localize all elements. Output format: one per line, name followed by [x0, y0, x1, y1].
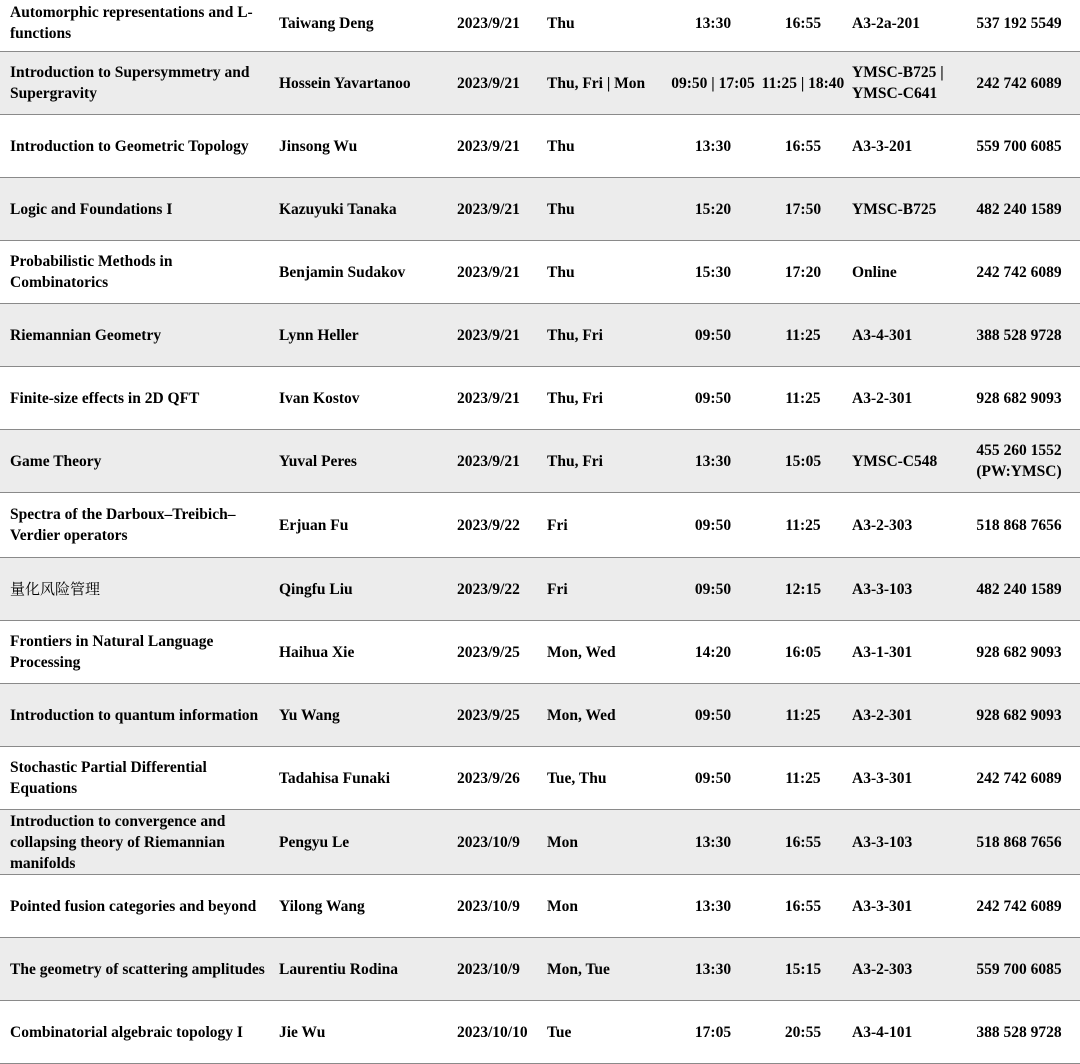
zoom-meeting-id: 242 742 6089: [958, 875, 1080, 938]
room: A3-4-301: [848, 304, 958, 367]
instructor-name: Kazuyuki Tanaka: [275, 178, 455, 241]
meeting-days: Thu, Fri: [543, 430, 668, 493]
start-time: 09:50: [668, 558, 758, 621]
start-date: 2023/9/21: [455, 430, 543, 493]
start-date: 2023/9/22: [455, 558, 543, 621]
end-time: 16:55: [758, 0, 848, 52]
start-date: 2023/9/21: [455, 115, 543, 178]
end-time: 20:55: [758, 1001, 848, 1064]
zoom-meeting-id: 242 742 6089: [958, 747, 1080, 810]
instructor-name: Yuval Peres: [275, 430, 455, 493]
zoom-meeting-id: 518 868 7656: [958, 493, 1080, 558]
room: A3-1-301: [848, 621, 958, 684]
end-time: 15:05: [758, 430, 848, 493]
zoom-meeting-id: 928 682 9093: [958, 367, 1080, 430]
course-title: The geometry of scattering amplitudes: [0, 938, 275, 1001]
start-date: 2023/10/10: [455, 1001, 543, 1064]
course-title: 量化风险管理: [0, 558, 275, 621]
room: A3-2-301: [848, 684, 958, 747]
end-time: 11:25: [758, 684, 848, 747]
room: A3-2a-201: [848, 0, 958, 52]
instructor-name: Tadahisa Funaki: [275, 747, 455, 810]
table-row: [0, 367, 1080, 430]
instructor-name: Laurentiu Rodina: [275, 938, 455, 1001]
instructor-name: Yu Wang: [275, 684, 455, 747]
end-time: 17:50: [758, 178, 848, 241]
course-title: Logic and Foundations I: [0, 178, 275, 241]
room: YMSC-C548: [848, 430, 958, 493]
meeting-days: Mon: [543, 875, 668, 938]
meeting-days: Thu, Fri | Mon: [543, 52, 668, 115]
instructor-name: Jinsong Wu: [275, 115, 455, 178]
end-time: 12:15: [758, 558, 848, 621]
table-row: [0, 493, 1080, 558]
table-row: [0, 747, 1080, 810]
start-time: 09:50: [668, 304, 758, 367]
start-time: 09:50: [668, 684, 758, 747]
start-date: 2023/9/21: [455, 178, 543, 241]
zoom-meeting-id: 455 260 1552 (PW:YMSC): [958, 430, 1080, 493]
start-date: 2023/9/21: [455, 241, 543, 304]
course-title: Introduction to convergence and collapsing theory of Riemannian manifolds: [0, 810, 275, 875]
table-row: [0, 430, 1080, 493]
start-date: 2023/9/21: [455, 367, 543, 430]
course-title: Introduction to quantum information: [0, 684, 275, 747]
instructor-name: Qingfu Liu: [275, 558, 455, 621]
start-date: 2023/10/9: [455, 938, 543, 1001]
zoom-meeting-id: 242 742 6089: [958, 241, 1080, 304]
course-title: Combinatorial algebraic topology I: [0, 1001, 275, 1064]
meeting-days: Mon, Wed: [543, 621, 668, 684]
start-time: 14:20: [668, 621, 758, 684]
room: Online: [848, 241, 958, 304]
end-time: 17:20: [758, 241, 848, 304]
meeting-days: Mon, Wed: [543, 684, 668, 747]
course-title: Automorphic representations and L-functions: [0, 0, 275, 52]
end-time: 11:25 | 18:40: [758, 52, 848, 115]
meeting-days: Tue: [543, 1001, 668, 1064]
instructor-name: Ivan Kostov: [275, 367, 455, 430]
course-title: Introduction to Supersymmetry and Supergravity: [0, 52, 275, 115]
meeting-days: Fri: [543, 558, 668, 621]
instructor-name: Pengyu Le: [275, 810, 455, 875]
instructor-name: Erjuan Fu: [275, 493, 455, 558]
end-time: 11:25: [758, 304, 848, 367]
table-row: [0, 875, 1080, 938]
zoom-meeting-id: 559 700 6085: [958, 115, 1080, 178]
start-date: 2023/10/9: [455, 810, 543, 875]
start-date: 2023/10/9: [455, 875, 543, 938]
room: A3-3-103: [848, 558, 958, 621]
start-time: 13:30: [668, 875, 758, 938]
course-title: Spectra of the Darboux–Treibich–Verdier operators: [0, 493, 275, 558]
course-title: Stochastic Partial Differential Equations: [0, 747, 275, 810]
zoom-meeting-id: 388 528 9728: [958, 1001, 1080, 1064]
end-time: 16:05: [758, 621, 848, 684]
end-time: 11:25: [758, 493, 848, 558]
start-time: 09:50: [668, 493, 758, 558]
start-time: 13:30: [668, 938, 758, 1001]
meeting-days: Thu: [543, 115, 668, 178]
end-time: 11:25: [758, 747, 848, 810]
table-row: [0, 1001, 1080, 1064]
table-row: [0, 178, 1080, 241]
start-date: 2023/9/21: [455, 304, 543, 367]
start-date: 2023/9/26: [455, 747, 543, 810]
start-time: 15:20: [668, 178, 758, 241]
instructor-name: Lynn Heller: [275, 304, 455, 367]
table-row: [0, 115, 1080, 178]
instructor-name: Jie Wu: [275, 1001, 455, 1064]
start-date: 2023/9/25: [455, 684, 543, 747]
end-time: 11:25: [758, 367, 848, 430]
start-date: 2023/9/25: [455, 621, 543, 684]
table-row: [0, 938, 1080, 1001]
course-title: Game Theory: [0, 430, 275, 493]
start-time: 13:30: [668, 0, 758, 52]
zoom-meeting-id: 518 868 7656: [958, 810, 1080, 875]
end-time: 16:55: [758, 810, 848, 875]
course-title: Frontiers in Natural Language Processing: [0, 621, 275, 684]
instructor-name: Benjamin Sudakov: [275, 241, 455, 304]
zoom-meeting-id: 242 742 6089: [958, 52, 1080, 115]
course-title: Pointed fusion categories and beyond: [0, 875, 275, 938]
room: YMSC-B725 | YMSC-C641: [848, 52, 958, 115]
start-date: 2023/9/21: [455, 52, 543, 115]
start-time: 09:50: [668, 367, 758, 430]
meeting-days: Tue, Thu: [543, 747, 668, 810]
room: A3-4-101: [848, 1001, 958, 1064]
meeting-days: Mon, Tue: [543, 938, 668, 1001]
zoom-meeting-id: 559 700 6085: [958, 938, 1080, 1001]
start-time: 15:30: [668, 241, 758, 304]
room: A3-3-103: [848, 810, 958, 875]
instructor-name: Yilong Wang: [275, 875, 455, 938]
meeting-days: Fri: [543, 493, 668, 558]
course-title: Introduction to Geometric Topology: [0, 115, 275, 178]
room: A3-2-301: [848, 367, 958, 430]
room: A3-2-303: [848, 938, 958, 1001]
start-time: 17:05: [668, 1001, 758, 1064]
end-time: 16:55: [758, 875, 848, 938]
table-row: [0, 304, 1080, 367]
zoom-meeting-id: 928 682 9093: [958, 621, 1080, 684]
instructor-name: Taiwang Deng: [275, 0, 455, 52]
start-time: 09:50: [668, 747, 758, 810]
zoom-meeting-id: 928 682 9093: [958, 684, 1080, 747]
room: A3-3-301: [848, 747, 958, 810]
meeting-days: Thu, Fri: [543, 304, 668, 367]
course-title: Finite-size effects in 2D QFT: [0, 367, 275, 430]
start-date: 2023/9/21: [455, 0, 543, 52]
course-title: Probabilistic Methods in Combinatorics: [0, 241, 275, 304]
end-time: 15:15: [758, 938, 848, 1001]
zoom-meeting-id: 388 528 9728: [958, 304, 1080, 367]
room: A3-3-201: [848, 115, 958, 178]
start-time: 13:30: [668, 810, 758, 875]
instructor-name: Hossein Yavartanoo: [275, 52, 455, 115]
start-time: 13:30: [668, 430, 758, 493]
end-time: 16:55: [758, 115, 848, 178]
table-row: [0, 621, 1080, 684]
table-row: [0, 0, 1080, 52]
start-date: 2023/9/22: [455, 493, 543, 558]
instructor-name: Haihua Xie: [275, 621, 455, 684]
zoom-meeting-id: 537 192 5549: [958, 0, 1080, 52]
start-time: 09:50 | 17:05: [668, 52, 758, 115]
room: A3-2-303: [848, 493, 958, 558]
zoom-meeting-id: 482 240 1589: [958, 558, 1080, 621]
table-row: [0, 558, 1080, 621]
course-title: Riemannian Geometry: [0, 304, 275, 367]
meeting-days: Mon: [543, 810, 668, 875]
room: A3-3-301: [848, 875, 958, 938]
meeting-days: Thu: [543, 178, 668, 241]
table-row: [0, 241, 1080, 304]
room: YMSC-B725: [848, 178, 958, 241]
meeting-days: Thu, Fri: [543, 367, 668, 430]
table-row: [0, 52, 1080, 115]
meeting-days: Thu: [543, 241, 668, 304]
table-row: [0, 684, 1080, 747]
meeting-days: Thu: [543, 0, 668, 52]
table-row: [0, 810, 1080, 875]
zoom-meeting-id: 482 240 1589: [958, 178, 1080, 241]
start-time: 13:30: [668, 115, 758, 178]
